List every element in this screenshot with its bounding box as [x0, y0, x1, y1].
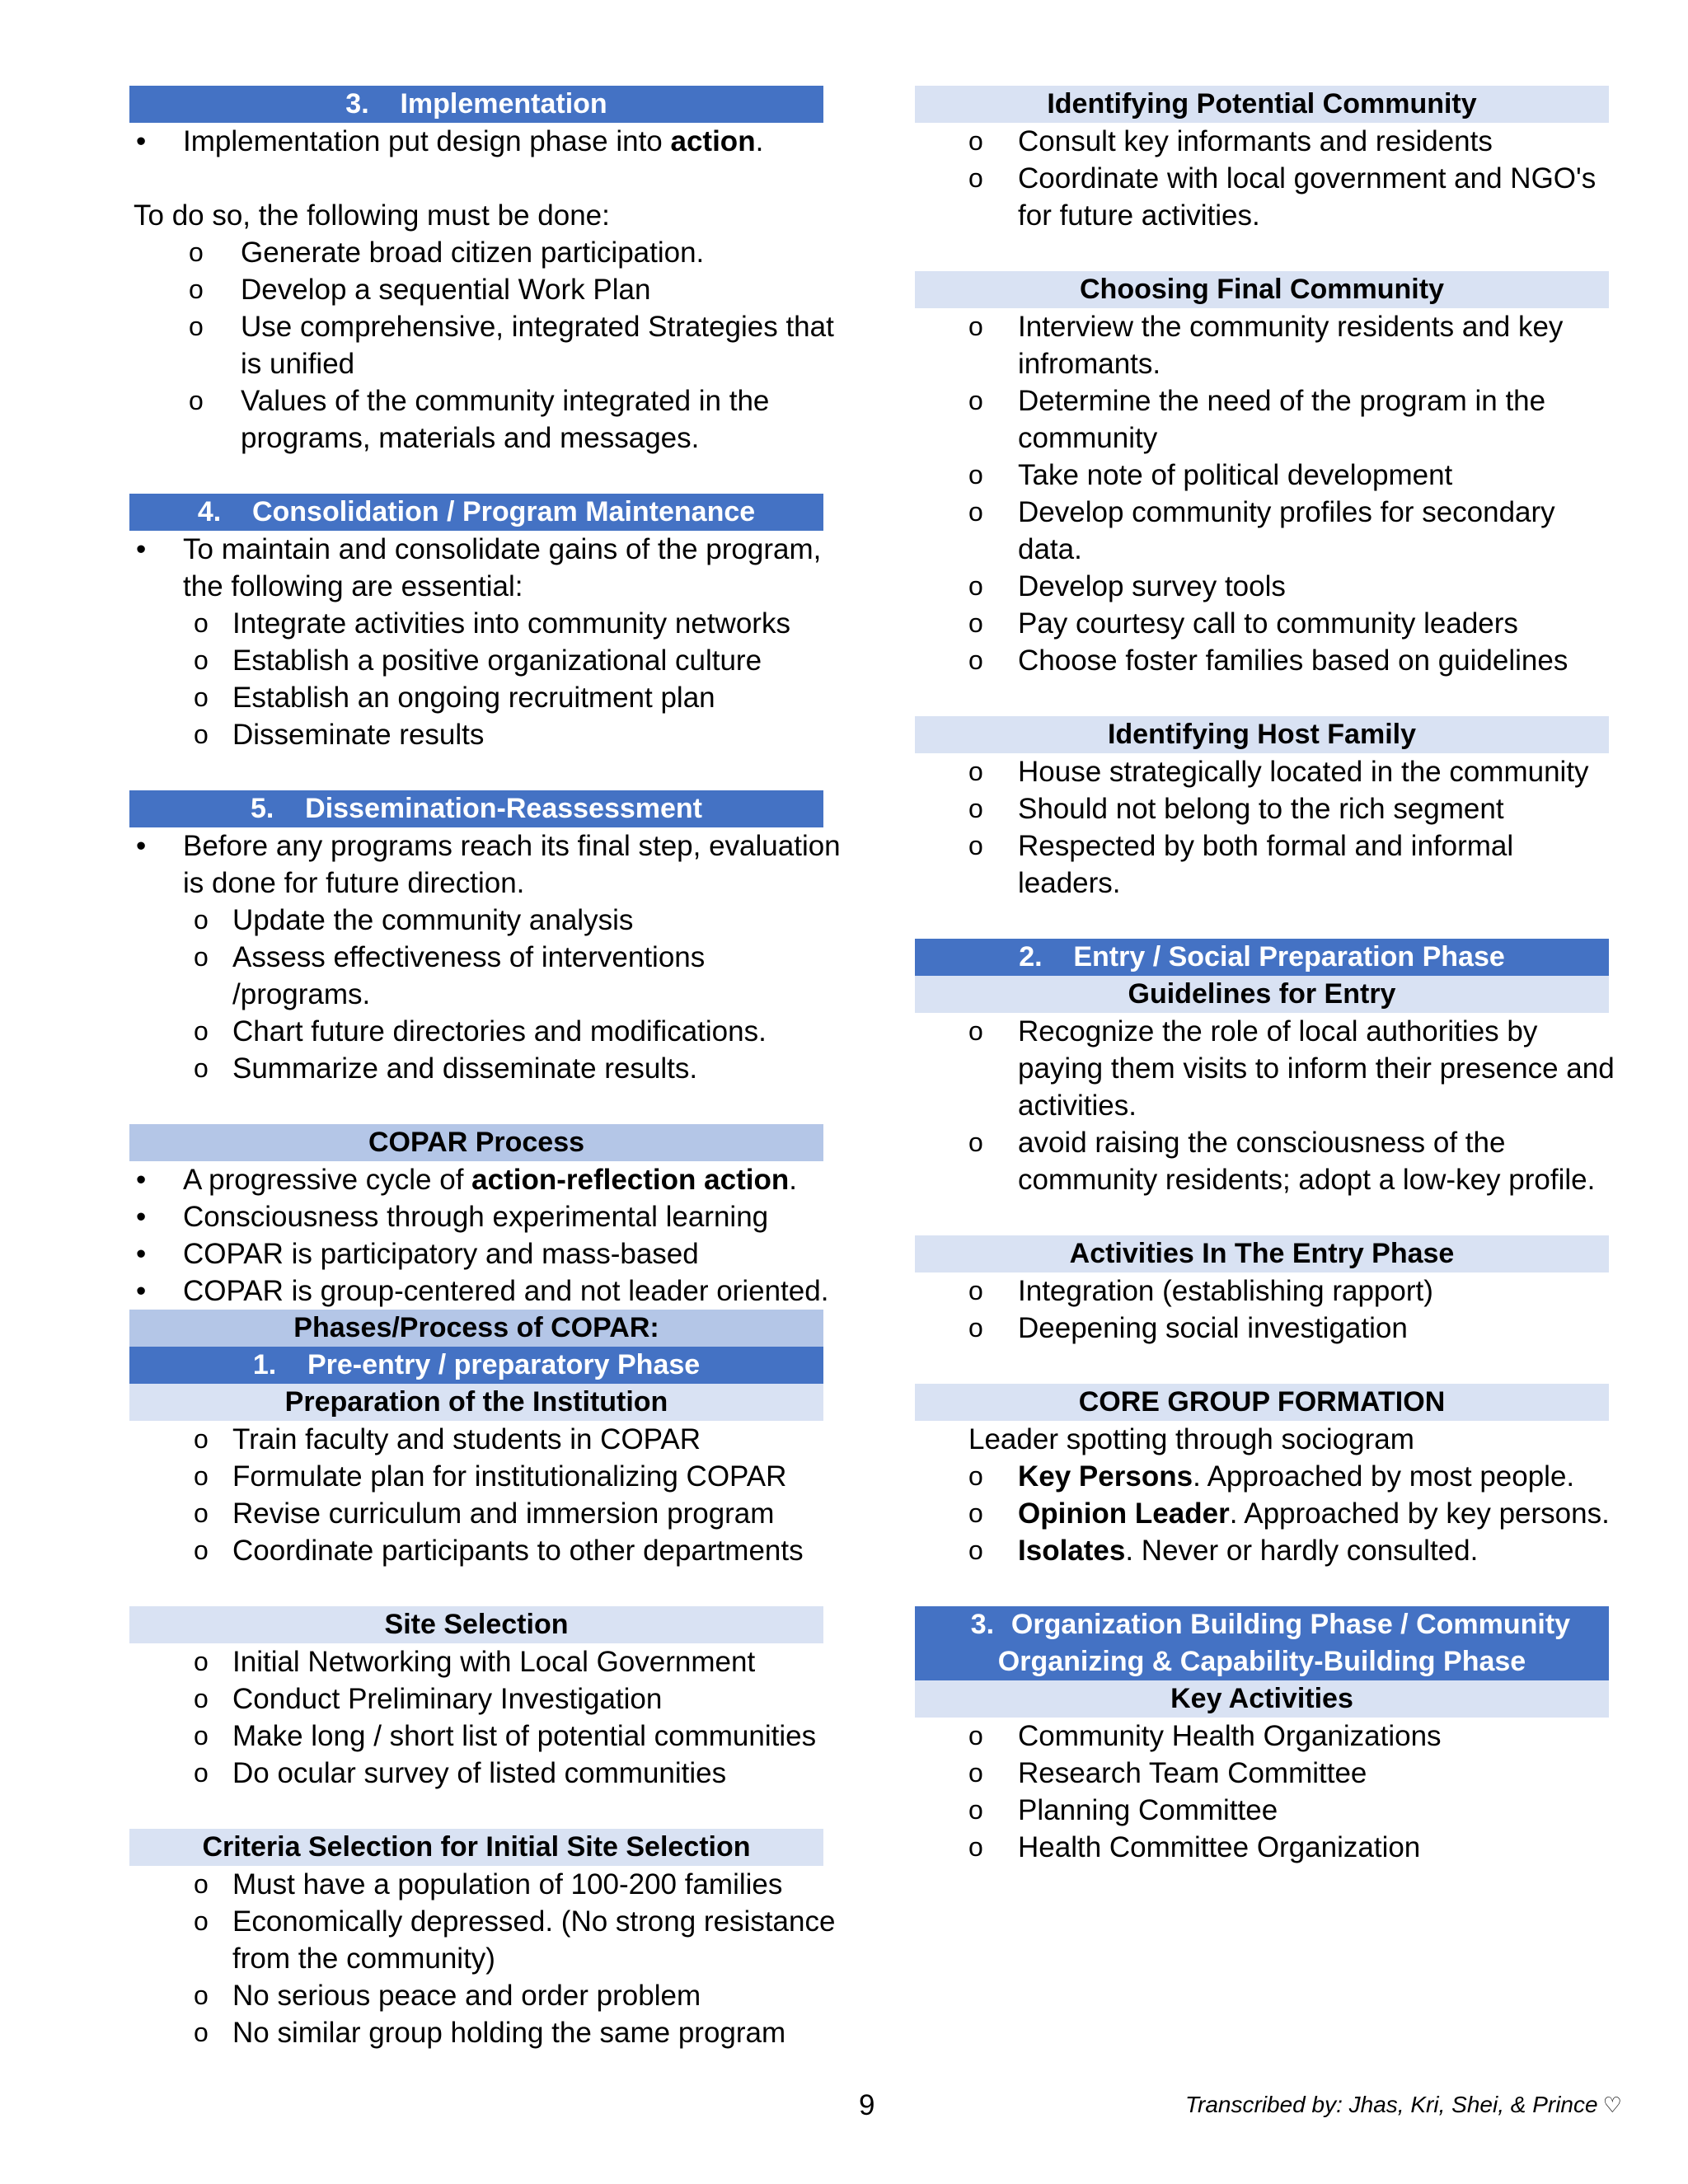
list-item: o Community Health Organizations [915, 1718, 1609, 1755]
list-item: o Establish a positive organizational culture [129, 642, 823, 679]
section-heading-preentry: 1. Pre-entry / preparatory Phase [129, 1347, 823, 1384]
list-item: o No serious peace and order problem [129, 1977, 823, 2014]
list-item: o Conduct Preliminary Investigation [129, 1680, 823, 1718]
list-item: o Initial Networking with Local Government [129, 1643, 823, 1680]
list-item: o Integration (establishing rapport) [915, 1272, 1609, 1310]
circle-bullet-icon: o [968, 1758, 983, 1788]
list-item: o Opinion Leader. Approached by key persons. [915, 1495, 1609, 1532]
circle-bullet-icon: o [194, 1684, 209, 1713]
bullet-icon: • [136, 1238, 147, 1270]
circle-bullet-icon: o [194, 1016, 209, 1046]
list-item: o Integrate activities into community networks [129, 605, 823, 642]
list-item: o Take note of political development [915, 457, 1609, 494]
circle-bullet-icon: o [968, 460, 983, 490]
list-item: o Respected by both formal and informal [915, 827, 1609, 865]
circle-bullet-icon: o [968, 1127, 983, 1157]
list-item: o Summarize and disseminate results. [129, 1050, 823, 1087]
circle-bullet-icon: o [968, 571, 983, 601]
bullet-item: • COPAR is group-centered and not leader oriented. [129, 1272, 823, 1310]
list-item: o Health Committee Organization [915, 1829, 1609, 1866]
circle-bullet-icon: o [968, 1276, 983, 1305]
circle-bullet-icon: o [194, 1758, 209, 1788]
subheading-core-group: CORE GROUP FORMATION [915, 1384, 1609, 1421]
circle-bullet-icon: o [968, 497, 983, 527]
subheading-preparation: Preparation of the Institution [129, 1384, 823, 1421]
circle-bullet-icon: o [968, 1313, 983, 1343]
subheading-criteria: Criteria Selection for Initial Site Selection [129, 1829, 823, 1866]
list-item-continuation: community residents; adopt a low-key profile. [1018, 1164, 1596, 1196]
circle-bullet-icon: o [968, 386, 983, 415]
list-item: o Chart future directories and modifications. [129, 1013, 823, 1050]
list-item: o Establish an ongoing recruitment plan [129, 679, 823, 716]
circle-bullet-icon: o [194, 1980, 209, 2010]
list-item: o Planning Committee [915, 1792, 1609, 1829]
bullet-icon: • [136, 125, 147, 157]
section-heading-entry: 2. Entry / Social Preparation Phase [915, 939, 1609, 976]
subheading-potential-community: Identifying Potential Community [915, 86, 1609, 123]
circle-bullet-icon: o [968, 645, 983, 675]
circle-bullet-icon: o [194, 905, 209, 935]
list-item: o Recognize the role of local authorities by [915, 1013, 1609, 1050]
list-item: o Develop survey tools [915, 568, 1609, 605]
list-item: o Must have a population of 100-200 families [129, 1866, 823, 1903]
circle-bullet-icon: o [968, 312, 983, 341]
circle-bullet-icon: o [189, 386, 204, 415]
circle-bullet-icon: o [194, 1721, 209, 1750]
list-item: o Values of the community integrated in the [129, 382, 823, 419]
right-column [915, 86, 1615, 1866]
circle-bullet-icon: o [968, 1016, 983, 1046]
list-item: o Interview the community residents and key [915, 308, 1609, 345]
section-heading-dissemination: 5. Dissemination-Reassessment [129, 790, 823, 827]
bullet-item: • Consciousness through experimental learning [129, 1198, 823, 1235]
circle-bullet-icon: o [189, 312, 204, 341]
circle-bullet-icon: o [194, 645, 209, 675]
section-heading-implementation: 3. Implementation [129, 86, 823, 123]
list-item: o Key Persons. Approached by most people. [915, 1458, 1609, 1495]
section-heading-org-building: 3. Organization Building Phase / Community Organizing & Capability-Building Phase [915, 1606, 1609, 1680]
list-item: o Isolates. Never or hardly consulted. [915, 1532, 1609, 1569]
subheading-guidelines-entry: Guidelines for Entry [915, 976, 1609, 1013]
list-item: o Should not belong to the rich segment [915, 790, 1609, 827]
circle-bullet-icon: o [968, 1461, 983, 1491]
list-item: o Assess effectiveness of interventions [129, 939, 823, 976]
circle-bullet-icon: o [968, 608, 983, 638]
list-item: o Consult key informants and residents [915, 123, 1609, 160]
circle-bullet-icon: o [194, 1647, 209, 1676]
bullet-item: • COPAR is participatory and mass-based [129, 1235, 823, 1272]
circle-bullet-icon: o [194, 1498, 209, 1528]
page-number: 9 [859, 2089, 875, 2121]
list-item: o Choose foster families based on guidelines [915, 642, 1609, 679]
circle-bullet-icon: o [194, 1053, 209, 1083]
list-item-continuation: activities. [1018, 1090, 1137, 1122]
list-item: o Pay courtesy call to community leaders [915, 605, 1609, 642]
list-item: o Do ocular survey of listed communities [129, 1755, 823, 1792]
subheading-key-activities: Key Activities [915, 1680, 1609, 1718]
list-item: o Coordinate participants to other departments [129, 1532, 823, 1569]
list-item: o Develop community profiles for secondary [915, 494, 1609, 531]
list-item: o Generate broad citizen participation. [129, 234, 823, 271]
circle-bullet-icon: o [194, 1869, 209, 1899]
bullet-icon: • [136, 533, 147, 565]
list-item: o Make long / short list of potential communities [129, 1718, 823, 1755]
list-item: o Formulate plan for institutionalizing COPAR [129, 1458, 823, 1495]
circle-bullet-icon: o [968, 757, 983, 786]
list-item-continuation: for future activities. [1018, 199, 1260, 232]
bullet-icon: • [136, 1164, 147, 1196]
subheading-site-selection: Site Selection [129, 1606, 823, 1643]
subheading-final-community: Choosing Final Community [915, 271, 1609, 308]
circle-bullet-icon: o [194, 942, 209, 972]
circle-bullet-icon: o [968, 1535, 983, 1565]
circle-bullet-icon: o [194, 1424, 209, 1454]
bullet-item: • To maintain and consolidate gains of the program, [129, 531, 823, 568]
list-item: o Research Team Committee [915, 1755, 1609, 1792]
list-item-continuation: paying them visits to inform their presence and [1018, 1052, 1615, 1085]
bullet-item-continuation: the following are essential: [183, 570, 523, 602]
circle-bullet-icon: o [968, 831, 983, 860]
circle-bullet-icon: o [189, 237, 204, 267]
list-item-continuation: /programs. [232, 978, 371, 1010]
bullet-item: • Before any programs reach its final step, evaluation [129, 827, 823, 865]
transcriber-credit: Transcribed by: Jhas, Kri, Shei, & Prince ♡ [1185, 2092, 1622, 2117]
list-item-continuation: programs, materials and messages. [241, 422, 700, 454]
circle-bullet-icon: o [968, 163, 983, 193]
subheading-entry-activities: Activities In The Entry Phase [915, 1235, 1609, 1272]
list-item: o Economically depressed. (No strong resistance [129, 1903, 823, 1940]
list-item: o Disseminate results [129, 716, 823, 753]
bullet-item: • Implementation put design phase into action. [129, 123, 823, 160]
list-item: o avoid raising the consciousness of the [915, 1124, 1609, 1161]
circle-bullet-icon: o [968, 794, 983, 823]
intro-text: Leader spotting through sociogram [968, 1423, 1414, 1455]
circle-bullet-icon: o [194, 2018, 209, 2047]
circle-bullet-icon: o [194, 1906, 209, 1936]
bullet-icon: • [136, 1275, 147, 1307]
list-item: o Coordinate with local government and NGO's [915, 160, 1609, 197]
circle-bullet-icon: o [194, 608, 209, 638]
circle-bullet-icon: o [968, 1832, 983, 1862]
list-item-continuation: infromants. [1018, 348, 1161, 380]
left-column [129, 86, 841, 2051]
list-item-continuation: is unified [241, 348, 355, 380]
list-item-continuation: community [1018, 422, 1158, 454]
intro-text: To do so, the following must be done: [134, 199, 610, 232]
circle-bullet-icon: o [194, 1535, 209, 1565]
list-item-continuation: leaders. [1018, 867, 1121, 899]
list-item: o House strategically located in the community [915, 753, 1609, 790]
bullet-icon: • [136, 830, 147, 862]
circle-bullet-icon: o [968, 1721, 983, 1750]
circle-bullet-icon: o [968, 1498, 983, 1528]
bullet-item-continuation: is done for future direction. [183, 867, 525, 899]
list-item: o No similar group holding the same program [129, 2014, 823, 2051]
circle-bullet-icon: o [194, 1461, 209, 1491]
circle-bullet-icon: o [968, 126, 983, 156]
bullet-item: • A progressive cycle of action-reflection action. [129, 1161, 823, 1198]
list-item: o Update the community analysis [129, 902, 823, 939]
phases-heading: Phases/Process of COPAR: [129, 1310, 823, 1347]
list-item: o Deepening social investigation [915, 1310, 1609, 1347]
list-item: o Train faculty and students in COPAR [129, 1421, 823, 1458]
heart-outline-icon: ♡ [1602, 2093, 1622, 2117]
list-item: o Develop a sequential Work Plan [129, 271, 823, 308]
section-heading-copar-process: COPAR Process [129, 1124, 823, 1161]
circle-bullet-icon: o [194, 682, 209, 712]
list-item: o Determine the need of the program in the [915, 382, 1609, 419]
bullet-icon: • [136, 1201, 147, 1233]
list-item-continuation: from the community) [232, 1943, 495, 1975]
circle-bullet-icon: o [194, 719, 209, 749]
subheading-host-family: Identifying Host Family [915, 716, 1609, 753]
list-item-continuation: data. [1018, 533, 1082, 565]
section-heading-consolidation: 4. Consolidation / Program Maintenance [129, 494, 823, 531]
list-item: o Use comprehensive, integrated Strategies that [129, 308, 823, 345]
circle-bullet-icon: o [189, 274, 204, 304]
circle-bullet-icon: o [968, 1795, 983, 1825]
list-item: o Revise curriculum and immersion program [129, 1495, 823, 1532]
